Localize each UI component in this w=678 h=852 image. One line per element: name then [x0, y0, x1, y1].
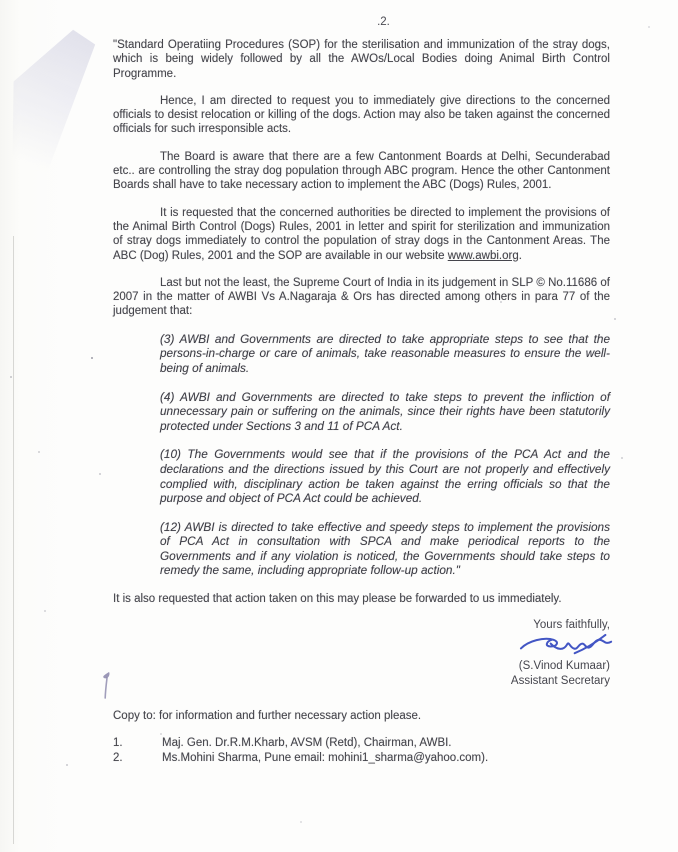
- list-item-text: Ms.Mohini Sharma, Pune email: mohini1_sharma@yahoo.com).: [162, 751, 489, 764]
- quote-para-3: (3) AWBI and Governments are directed to take appropriate steps to see that the persons-in-charge or care of animals, take reasonable measures to ensure the well-being of animals.: [160, 331, 610, 375]
- valediction-text: Yours faithfully,: [533, 619, 610, 632]
- signature-icon: [519, 632, 615, 661]
- signatory-title: Assistant Secretary: [510, 674, 610, 687]
- quote-para-4: (4) AWBI and Governments are directed to take steps to prevent the infliction of unnecessary pain or suffering on the animals, since their rights have been statutorily protected under Sections 3 and 11 of PCA Act.: [160, 389, 610, 433]
- signature-block: [113, 618, 610, 688]
- list-item: [113, 737, 610, 749]
- quote-para-10: (10) The Governments would see that if the provisions of the PCA Act and the declarations and the directions issued by this Court are not properly and effectively complied with, disciplinary action be taken against the erring officials so that the purpose and object of PCA Act could be achieved.: [160, 447, 610, 506]
- body-paragraph-2: Hence, I am directed to request you to immediately give directions to the concerned officials to desist relocation or killing of the dogs. Action may also be taken against the concerned officials for such irresponsible acts.: [113, 94, 610, 136]
- page-number: .2.: [377, 16, 390, 28]
- copy-to-section: [113, 710, 610, 764]
- letter-content: [113, 16, 610, 767]
- scan-corner-shadow: [4, 26, 100, 211]
- body-paragraph-4-end: .: [518, 249, 522, 262]
- body-paragraph-3: The Board is aware that there are a few Cantonment Boards at Delhi, Secunderabad etc.. are controlling the stray dog population through ABC program. Hence the other Cantonment Boards shall have to take necessary action to implement the ABC (Dogs) Rules, 2001.: [113, 150, 610, 192]
- body-paragraph-4-text: It is requested that the concerned authorities be directed to implement the provisions of the Animal Birth Control (Dogs) Rules, 2001 in letter and spirit for sterilization and immunization of stray dogs immediately to control the population of stray dogs in the Cantonment Areas. The ABC (Dog) Rules, 2001 and the SOP are available in our website: [113, 206, 610, 262]
- list-item-number: 2.: [113, 751, 123, 764]
- closing-line: It is also requested that action taken on this may please be forwarded to us immediately.: [113, 593, 562, 606]
- scan-noise-specks: [0, 0, 2, 2]
- quote-para-12: (12) AWBI is directed to take effective and speedy steps to implement the provisions of PCA Act in consultation with SPCA and make periodical reports to the Governments and if any violation is noticed, the Governments should take steps to remedy the same, including appropriate follow-up action.": [160, 519, 610, 578]
- pen-mark-icon: [98, 668, 114, 704]
- body-paragraph-4: [113, 206, 610, 263]
- list-item-number: 1.: [113, 736, 123, 749]
- signatory-name: (S.Vinod Kumaar): [518, 660, 610, 673]
- list-item: [113, 752, 610, 764]
- scan-edge-line: [13, 236, 14, 844]
- body-paragraph-5: Last but not the least, the Supreme Court of India in its judgement in SLP © No.11686 of 2007 in the matter of AWBI Vs A.Nagaraja & Ors has directed among others in para 77 of the judgement that:: [113, 276, 610, 318]
- body-paragraph-1: "Standard Operatiing Procedures (SOP) for the sterilisation and immunization of the stray dogs, which is being widely followed by all the AWOs/Local Bodies doing Animal Birth Control Programme.: [113, 39, 610, 80]
- copy-to-heading: Copy to: for information and further necessary action please.: [113, 709, 422, 722]
- list-item-text: Maj. Gen. Dr.R.M.Kharb, AVSM (Retd), Chairman, AWBI.: [162, 736, 452, 749]
- awbi-website-link[interactable]: www.awbi.org: [447, 249, 519, 262]
